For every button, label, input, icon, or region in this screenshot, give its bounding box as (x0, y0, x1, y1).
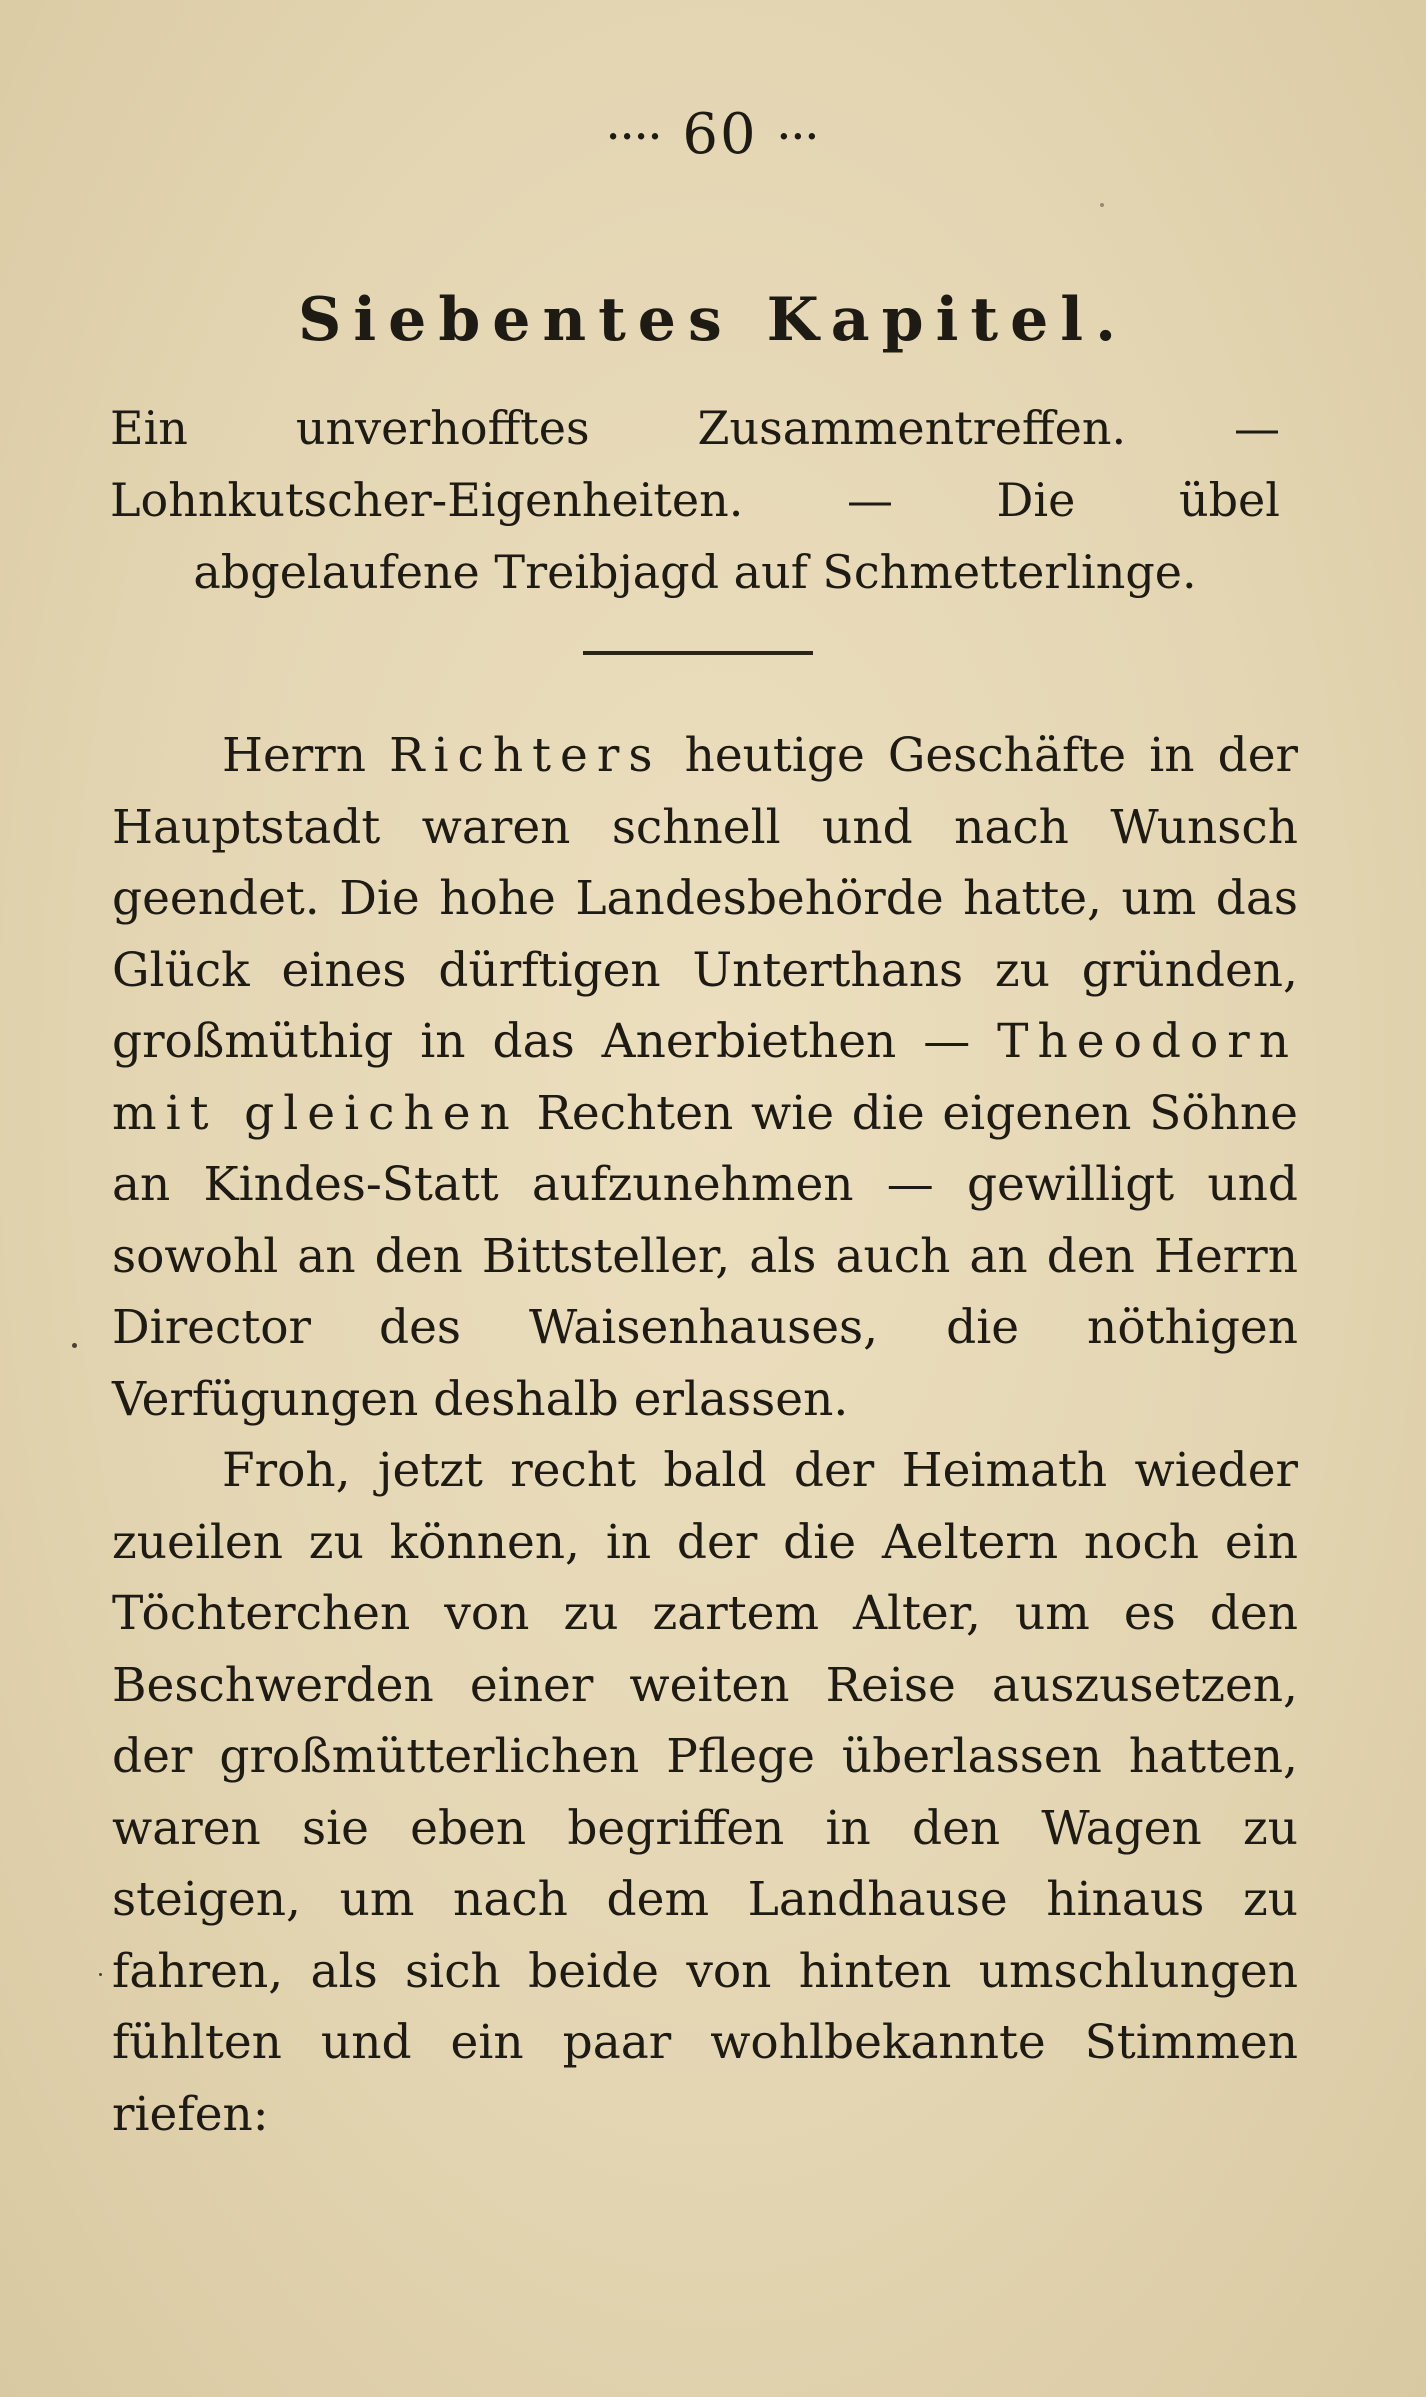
page-number-ornament-right: ••• (777, 125, 820, 151)
body-text (112, 720, 1298, 2150)
paper-speck (1100, 203, 1104, 207)
paragraph-1-middle: heutige Geschäfte in der Hauptstadt waren schnell und nach Wunsch geendet. Die hohe Landesbehörde hatte, um das Glück eines dürftigen Unterthans zu gründen, großmüthig in das Anerbiethen — (112, 728, 1298, 1069)
emphasized-name-richters: Richters (389, 728, 662, 783)
paper-speck (99, 1973, 102, 1976)
chapter-title: Siebentes Kapitel. (298, 285, 1128, 355)
page-number-ornament-left: •••• (606, 125, 663, 151)
paragraph-1-start: Herrn (222, 728, 390, 783)
section-divider (583, 651, 813, 655)
paragraph-1-end: Rechten wie die eigenen Söhne an Kindes-Statt aufzunehmen — gewilligt und sowohl an den Bittsteller, als auch an den Herrn Director des Waisenhauses, die nöthigen Verfügungen deshalb erlassen. (112, 1085, 1298, 1427)
paper-speck (72, 1343, 77, 1348)
page-number-value: 60 (682, 102, 758, 167)
page-number (0, 100, 1426, 174)
paragraph-2: Froh, jetzt recht bald der Heimath wieder zueilen zu können, in der die Aeltern noch ein Töchterchen von zu zartem Alter, um es den Beschwerden einer weiten Reise auszusetzen, der großmütterlichen Pflege überlassen hatten, waren sie eben begriffen in den Wagen zu steigen, um nach dem Landhause hinaus zu fahren, als sich beide von hinten umschlungen fühlten und ein paar wohlbekannte Stimmen riefen: (112, 1443, 1298, 2142)
chapter-summary: Ein unverhofftes Zusammentreffen. — Lohnkutscher-Eigenheiten. — Die übel abgelaufene Treibjagd auf Schmetterlinge. (110, 401, 1280, 599)
emphasized-name-theodorn: Theodorn mit gleichen (112, 1014, 1298, 1141)
paragraph-1 (112, 720, 1298, 1435)
